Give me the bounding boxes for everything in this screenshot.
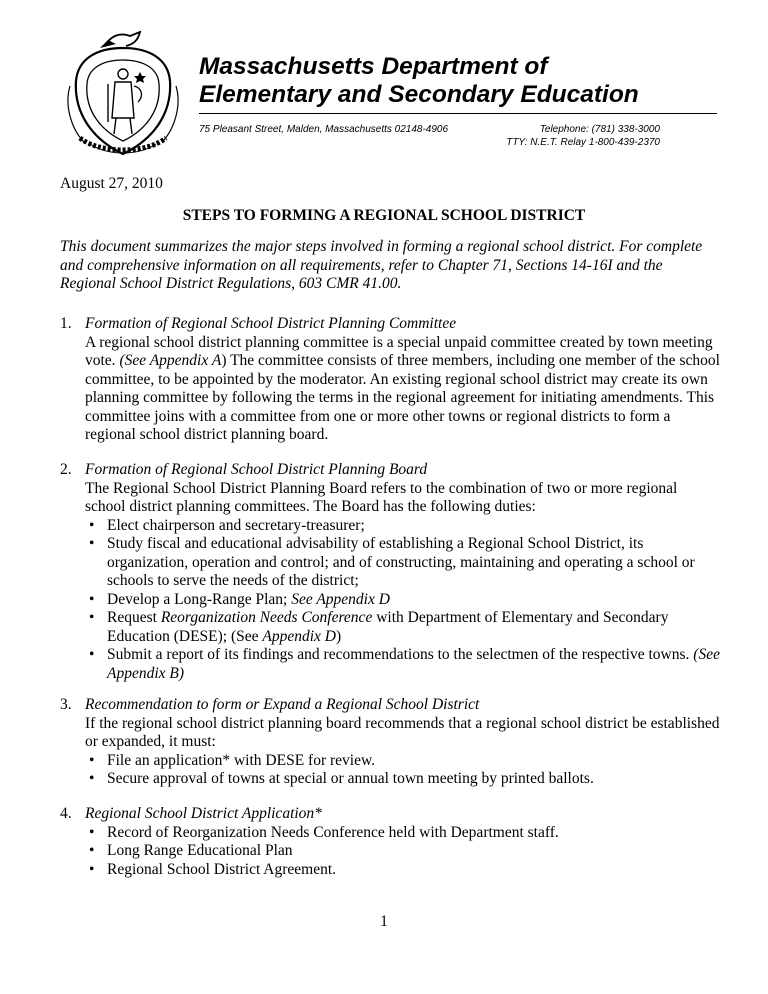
section-number: 2. [60,461,72,478]
appendix-reference: (See Appendix A [119,352,222,369]
appendix-reference: Appendix D [262,627,336,645]
document-title: STEPS TO FORMING A REGIONAL SCHOOL DISTRICT [182,207,586,224]
list-item: • Elect chairperson and secretary-treasurer; [85,517,720,536]
section-1 [60,315,720,445]
section-number: 1. [60,315,72,332]
section-3 [60,696,720,789]
list-item: • Study fiscal and educational advisability of establishing a Regional School District, its organization, operation and control; and of constructing, maintaining and operating a school or schools to serve the needs of the district; [85,535,720,591]
list-item-text: with Department of Elementary and Secondary Education (DESE); (See [107,609,669,645]
department-address: 75 Pleasant Street, Malden, Massachusetts 02148-4906 [199,124,449,135]
list-item: • File an application* with DESE for review. [85,752,720,771]
department-name [199,53,679,109]
list-item [85,591,720,610]
telephone-number: Telephone: (781) 338-3000 [539,124,660,135]
department-name-line-2: Elementary and Secondary Education [199,81,639,108]
application-list [85,824,720,880]
list-item [85,646,720,683]
duties-list [85,517,720,684]
section-paragraph [85,334,720,445]
appendix-reference: See Appendix D [291,590,390,608]
list-item-text: Develop a Long-Range Plan; [107,590,292,608]
list-item: • Secure approval of towns at special or annual town meeting by printed ballots. [85,770,720,789]
section-heading: Recommendation to form or Expand a Regional School District [85,696,480,713]
section-paragraph: If the regional school district planning board recommends that a regional school district be established or expanded, it must: [85,714,720,750]
section-heading: Formation of Regional School District Planning Committee [85,315,457,332]
list-item [85,609,720,646]
section-text: ) The committee consists of three members, including one member of the school committee, to be appointed by the moderator. An existing regional school district may create its own planning committee by following the terms in the regional agreement for initiating amendments. This committee joins with a committee from one or more other towns or regional districts to form a regional school district planning board. [85,352,720,443]
list-item-text: ) [336,627,342,645]
section-2 [60,461,720,683]
list-item-text: Request [107,609,161,626]
list-item-text: Submit a report of its findings and recommendations to the selectmen of the respective towns. [107,646,694,663]
section-4 [60,805,720,879]
section-heading: Regional School District Application* [85,805,322,822]
appendix-reference: (See Appendix B) [107,646,720,682]
department-contact [506,124,660,149]
department-name-line-1: Massachusetts Department of [199,53,548,80]
section-number: 3. [60,696,72,713]
list-item: • Regional School District Agreement. [85,861,720,880]
intro-paragraph: This document summarizes the major steps involved in forming a regional school district. For complete and comprehensive information on all requirements, refer to Chapter 71, Sections 14-16I and the Regional School District Regulations, 603 CMR 41.00. [60,238,703,292]
section-text: A regional school district planning committee is a special unpaid committee created by town meeting vote. [85,333,713,369]
requirements-list [85,752,720,789]
header-divider [199,113,717,114]
document-date: August 27, 2010 [60,175,163,192]
conference-reference: Reorganization Needs Conference [160,609,373,626]
list-item: • Long Range Educational Plan [85,842,720,861]
page-number: 1 [380,913,388,930]
section-paragraph: The Regional School District Planning Board refers to the combination of two or more regional school district planning committees. The Board has the following duties: [85,479,678,515]
list-item: • Record of Reorganization Needs Conference held with Department staff. [85,824,720,843]
massachusetts-seal-icon [60,26,186,160]
section-heading: Formation of Regional School District Planning Board [85,461,428,478]
section-number: 4. [60,805,72,822]
tty-number: TTY: N.E.T. Relay 1-800-439-2370 [506,136,660,148]
